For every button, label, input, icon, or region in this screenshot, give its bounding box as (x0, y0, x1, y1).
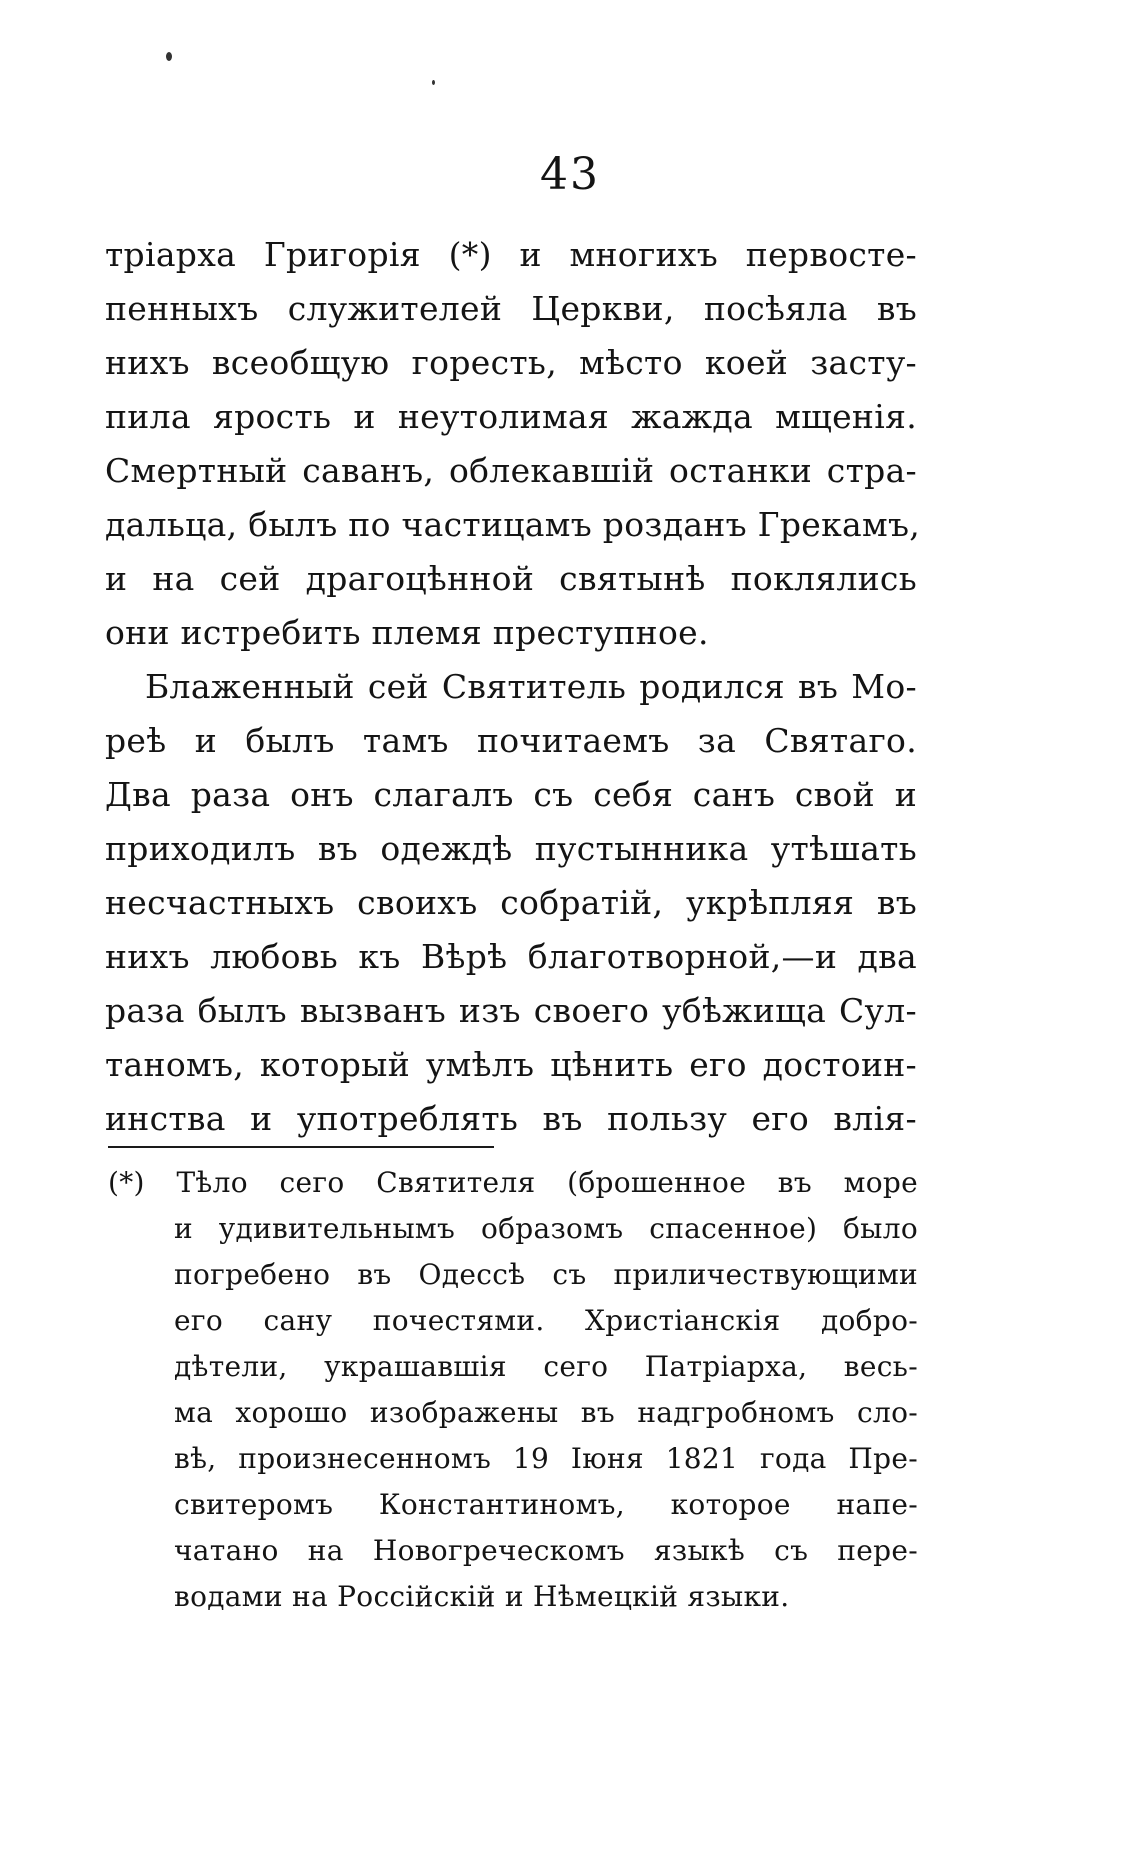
footnote-line: вѣ, произнесенномъ 19 Іюня 1821 года Пре- (174, 1442, 918, 1475)
footnote-line: дѣтели, украшавшія сего Патріарха, весь- (174, 1350, 918, 1383)
text-line: они истребить племя преступное. (105, 613, 709, 652)
footnote-line: ма хорошо изображены въ надгробномъ сло- (174, 1396, 918, 1429)
text-line: пила ярость и неутолимая жажда мщенія. (105, 397, 917, 436)
text-line: пенныхъ служителей Церкви, посѣяла въ (105, 289, 917, 328)
footnote-line: и удивительнымъ образомъ спасенное) было (174, 1212, 918, 1245)
ink-speck (432, 80, 435, 85)
text-line: несчастныхъ своихъ собратій, укрѣпляя въ (105, 883, 917, 922)
text-line: раза былъ вызванъ изъ своего убѣжища Сул- (105, 991, 917, 1030)
text-line: инства и употреблять въ пользу его влія- (105, 1099, 917, 1138)
text-line: Блаженный сей Святитель родился въ Мо- (145, 667, 917, 706)
text-line: и на сей драгоцѣнной святынѣ поклялись (105, 559, 917, 598)
footnote-line: чатано на Новогреческомъ языкѣ съ пере- (174, 1534, 918, 1567)
text-line: реѣ и былъ тамъ почитаемъ за Святаго. (105, 721, 917, 760)
footnote-line: погребено въ Одессѣ съ приличествующими (174, 1258, 918, 1291)
footnote-line: (*) Тѣло сего Святителя (брошенное въ море (108, 1166, 918, 1199)
footnote (108, 1160, 918, 1620)
ink-speck (166, 52, 172, 61)
footnote-line: свитеромъ Константиномъ, которое напе- (174, 1488, 918, 1521)
footnote-line: водами на Россійскій и Нѣмецкій языки. (174, 1580, 790, 1613)
text-line: тріарха Григорія (*) и многихъ первосте- (105, 235, 917, 274)
text-line: Смертный саванъ, облекавшій останки стра- (105, 451, 917, 490)
page-number: 43 (540, 149, 600, 200)
main-text (105, 228, 921, 1146)
text-line: таномъ, который умѣлъ цѣнить его достоин- (105, 1045, 917, 1084)
text-line: дальца, былъ по частицамъ розданъ Грекамъ, (105, 505, 921, 544)
text-line: Два раза онъ слагалъ съ себя санъ свой и (105, 775, 917, 814)
footnote-divider (108, 1146, 494, 1148)
text-line: нихъ всеобщую горесть, мѣсто коей засту- (105, 343, 917, 382)
text-line: нихъ любовь къ Вѣрѣ благотворной,—и два (105, 937, 917, 976)
footnote-line: его сану почестями. Христіанскія добро- (174, 1304, 918, 1337)
text-line: приходилъ въ одеждѣ пустынника утѣшать (105, 829, 917, 868)
